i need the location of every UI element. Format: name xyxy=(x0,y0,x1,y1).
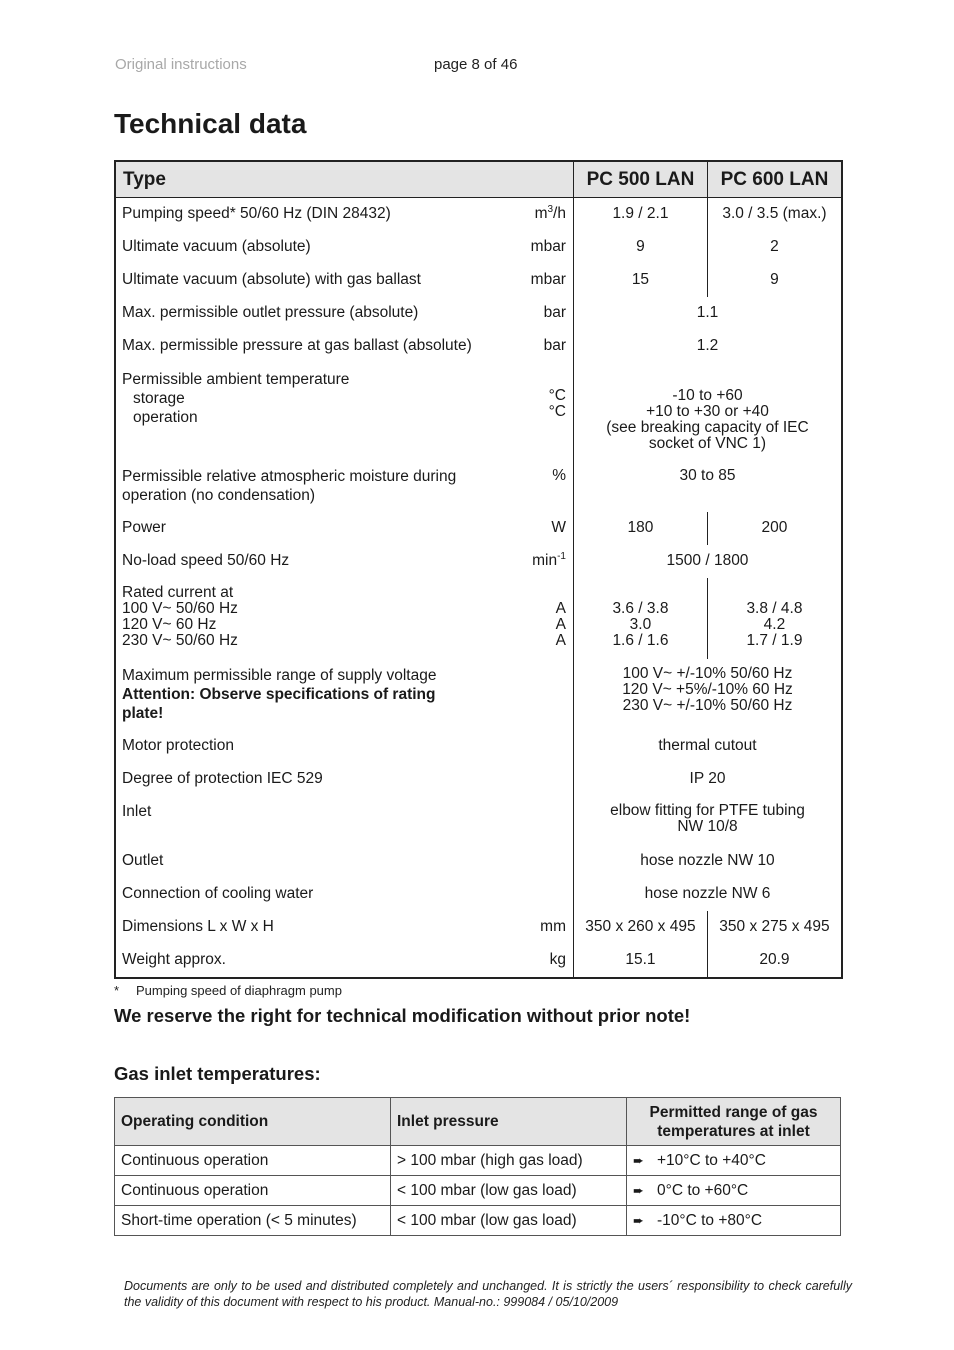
header-document-type: Original instructions xyxy=(115,56,247,73)
arrow-right-icon: ➨ xyxy=(633,1152,644,1168)
row-inlet xyxy=(115,796,842,845)
value-pc500: 15.1 xyxy=(625,951,656,968)
row-label: Motor protection xyxy=(122,737,234,754)
gas-row xyxy=(115,1146,841,1176)
row-ultimate-vacuum-gas-ballast xyxy=(115,264,842,297)
row-label: Dimensions L x W x H xyxy=(122,918,274,935)
row-label: Outlet xyxy=(122,852,164,869)
row-label: Ultimate vacuum (absolute) with gas ballast xyxy=(122,271,421,288)
row-label: Max. permissible outlet pressure (absolute) xyxy=(122,304,419,321)
value-shared: 1.2 xyxy=(696,337,719,354)
row-unit: % xyxy=(552,467,566,484)
row-degree-of-protection xyxy=(115,763,842,796)
row-dimensions xyxy=(115,911,842,944)
row-unit: kg xyxy=(549,951,566,968)
col-operating-condition: Operating condition xyxy=(115,1098,391,1146)
row-pumping-speed xyxy=(115,198,842,232)
row-power xyxy=(115,512,842,545)
row-label: Ultimate vacuum (absolute) xyxy=(122,238,311,255)
row-label: Power xyxy=(122,519,166,536)
row-cooling-water xyxy=(115,878,842,911)
operating-condition: Continuous operation xyxy=(115,1176,391,1206)
row-unit: $m^3/h$ xyxy=(534,203,566,222)
row-label: Weight approx. xyxy=(122,951,226,968)
value-pc600: 2 xyxy=(770,238,779,255)
row-label: Max. permissible pressure at gas ballast (absolute) xyxy=(122,337,472,354)
row-rated-current xyxy=(115,578,842,659)
row-unit: $\min^{-1}$ xyxy=(532,550,566,569)
row-label: Degree of protection IEC 529 xyxy=(122,770,323,787)
operating-condition: Continuous operation xyxy=(115,1146,391,1176)
value-shared: 100 V~ +/-10% 50/60 Hz 120 V~ +5%/-10% 60 Hz 230 V~ +/-10% 50/60 Hz xyxy=(622,665,793,714)
inlet-pressure: < 100 mbar (low gas load) xyxy=(391,1206,627,1236)
footnote: * Pumping speed of diaphragm pump xyxy=(114,983,342,998)
page-title: Technical data xyxy=(114,108,307,139)
row-motor-protection xyxy=(115,730,842,763)
inlet-pressure: < 100 mbar (low gas load) xyxy=(391,1176,627,1206)
col-permitted-range: Permitted range of gas temperatures at inlet xyxy=(627,1098,841,1146)
row-unit: °C °C xyxy=(548,387,566,420)
footer-disclaimer: Documents are only to be used and distributed completely and unchanged. It is strictly the users´ responsibility to check carefully the validity of this document with respect to his product. Manual-no.: 999084 / 05/10/2009 xyxy=(124,1279,852,1309)
arrow-right-icon: ➨ xyxy=(633,1182,644,1198)
gas-inlet-heading: Gas inlet temperatures: xyxy=(114,1063,321,1084)
row-outlet xyxy=(115,845,842,878)
row-label: Inlet xyxy=(122,803,152,820)
value-pc600: 350 x 275 x 495 xyxy=(719,918,830,935)
gas-inlet-table xyxy=(114,1097,841,1236)
row-unit: mbar xyxy=(530,238,566,255)
value-shared: 1.1 xyxy=(696,304,719,321)
value-shared: elbow fitting for PTFE tubing NW 10/8 xyxy=(610,802,805,835)
row-unit: bar xyxy=(543,337,566,354)
row-unit: mm xyxy=(540,918,566,935)
row-label: Rated current at 100 V~ 50/60 Hz 120 V~ 60 Hz 230 V~ 50/60 Hz xyxy=(122,584,238,649)
row-gas-ballast-pressure xyxy=(115,330,842,363)
row-atmospheric-moisture xyxy=(115,460,842,512)
col-inlet-pressure: Inlet pressure xyxy=(391,1098,627,1146)
col-pc500-header: PC 500 LAN xyxy=(573,161,707,198)
temperature-range: ➨ +10°C to +40°C xyxy=(627,1146,841,1176)
row-label: Permissible relative atmospheric moisture during operation (no condensation) xyxy=(122,468,457,504)
value-pc500: 180 xyxy=(627,519,654,536)
row-ultimate-vacuum xyxy=(115,231,842,264)
value-shared: 30 to 85 xyxy=(679,467,736,484)
row-unit: bar xyxy=(543,304,566,321)
temperature-range: ➨ -10°C to +80°C xyxy=(627,1206,841,1236)
value-pc600: 3.0 / 3.5 (max.) xyxy=(722,205,827,222)
row-supply-voltage xyxy=(115,659,842,730)
value-pc600: 200 xyxy=(761,519,788,536)
col-pc600-header: PC 600 LAN xyxy=(707,161,842,198)
value-pc500: 350 x 260 x 495 xyxy=(585,918,696,935)
value-pc500: 9 xyxy=(636,238,645,255)
value-pc500: 1.9 / 2.1 xyxy=(612,205,669,222)
modification-notice: We reserve the right for technical modification without prior note! xyxy=(114,1005,691,1026)
col-type-header: Type xyxy=(115,161,573,198)
row-unit: W xyxy=(551,519,566,536)
gas-header-row xyxy=(115,1098,841,1146)
row-weight xyxy=(115,944,842,978)
row-outlet-pressure xyxy=(115,297,842,330)
value-shared: -10 to +60 +10 to +30 or +40 (see breaking capacity of IEC socket of VNC 1) xyxy=(606,387,809,452)
value-pc600: 9 xyxy=(770,271,779,288)
gas-row xyxy=(115,1176,841,1206)
row-ambient-temperature xyxy=(115,363,842,460)
row-no-load-speed xyxy=(115,545,842,578)
operating-condition: Short-time operation (< 5 minutes) xyxy=(115,1206,391,1236)
row-label: Maximum permissible range of supply voltage Attention: Observe specifications of rating plate! xyxy=(122,659,513,723)
temperature-range: ➨ 0°C to +60°C xyxy=(627,1176,841,1206)
row-label: No-load speed 50/60 Hz xyxy=(122,552,290,569)
value-pc600: 20.9 xyxy=(759,951,790,968)
value-shared: IP 20 xyxy=(689,770,726,787)
value-shared: 1500 / 1800 xyxy=(666,552,749,569)
value-pc500: 15 xyxy=(631,271,650,288)
value-pc500: 3.6 / 3.8 3.0 1.6 / 1.6 xyxy=(612,600,669,649)
value-shared: hose nozzle NW 6 xyxy=(644,885,771,902)
row-unit: A A A xyxy=(555,600,566,649)
value-shared: hose nozzle NW 10 xyxy=(640,852,775,869)
row-label: Connection of cooling water xyxy=(122,885,314,902)
technical-data-table xyxy=(114,160,843,979)
header-page-number: page 8 of 46 xyxy=(434,56,518,73)
row-label: Permissible ambient temperature storage operation xyxy=(122,371,350,426)
spec-header-row xyxy=(115,161,842,198)
inlet-pressure: > 100 mbar (high gas load) xyxy=(391,1146,627,1176)
row-label: Pumping speed* 50/60 Hz (DIN 28432) xyxy=(122,205,391,222)
value-shared: thermal cutout xyxy=(658,737,757,754)
value-pc600: 3.8 / 4.8 4.2 1.7 / 1.9 xyxy=(746,600,803,649)
attention-note: Attention: Observe specifications of rating xyxy=(122,686,436,703)
gas-row xyxy=(115,1206,841,1236)
arrow-right-icon: ➨ xyxy=(633,1212,644,1228)
row-unit: mbar xyxy=(530,271,566,288)
